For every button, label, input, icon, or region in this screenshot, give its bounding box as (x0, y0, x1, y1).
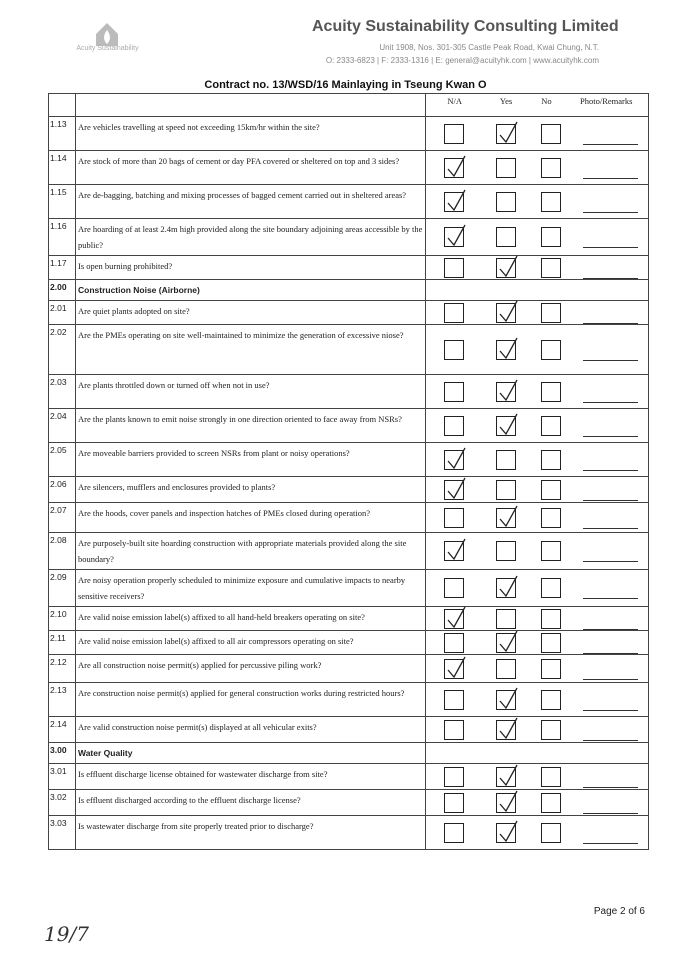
cell-na (426, 185, 484, 219)
na-checkbox[interactable] (444, 480, 464, 500)
tick-icon (445, 655, 467, 681)
no-checkbox[interactable] (541, 227, 561, 247)
tick-icon (445, 537, 467, 563)
cell-no (529, 409, 565, 443)
tick-icon (497, 412, 519, 438)
cell-no (529, 570, 565, 607)
item-number: 2.14 (49, 717, 76, 743)
signature: 19/7 (44, 922, 89, 946)
cell-no (529, 764, 565, 790)
tick-icon (497, 120, 519, 146)
yes-checkbox[interactable] (496, 382, 516, 402)
item-number: 2.09 (49, 570, 76, 607)
tick-icon (445, 154, 467, 180)
remarks-line[interactable] (583, 360, 639, 361)
question-header (76, 94, 426, 117)
tick-icon (497, 299, 519, 325)
yes-checkbox[interactable] (496, 508, 516, 528)
item-number: 3.02 (49, 790, 76, 816)
no-checkbox[interactable] (541, 382, 561, 402)
na-checkbox[interactable] (444, 720, 464, 740)
item-number: 1.15 (49, 185, 76, 219)
address-line: Unit 1908, Nos. 301-305 Castle Peak Road, Kwai Chung, N.T. (379, 43, 599, 52)
item-question: Is wastewater discharge from site properly treated prior to discharge? (76, 816, 426, 850)
tick-icon (445, 605, 467, 631)
remarks-cell (565, 683, 649, 717)
item-question: Are silencers, mufflers and enclosures provided to plants? (76, 477, 426, 503)
item-number: 2.00 (49, 280, 76, 301)
remarks-cell (565, 280, 649, 301)
remarks-cell (565, 607, 649, 631)
cell-yes (484, 443, 529, 477)
no-checkbox[interactable] (541, 633, 561, 653)
yes-checkbox[interactable] (496, 541, 516, 561)
cell-na (426, 743, 484, 764)
no-checkbox[interactable] (541, 767, 561, 787)
remarks-cell (565, 631, 649, 655)
na-checkbox[interactable] (444, 303, 464, 323)
cell-na (426, 409, 484, 443)
cell-no (529, 301, 565, 325)
remarks-cell (565, 375, 649, 409)
remarks-cell (565, 503, 649, 533)
item-number: 2.12 (49, 655, 76, 683)
table-row (49, 717, 649, 743)
na-header: N/A (426, 94, 484, 117)
yes-checkbox[interactable] (496, 823, 516, 843)
table-row (49, 256, 649, 280)
cell-yes (484, 631, 529, 655)
yes-checkbox[interactable] (496, 340, 516, 360)
item-question: Are valid noise emission label(s) affixed to all air compressors operating on site? (76, 631, 426, 655)
na-checkbox[interactable] (444, 416, 464, 436)
na-checkbox[interactable] (444, 124, 464, 144)
cell-yes (484, 503, 529, 533)
na-checkbox[interactable] (444, 541, 464, 561)
cell-na (426, 117, 484, 151)
yes-checkbox[interactable] (496, 450, 516, 470)
cell-na (426, 325, 484, 375)
remarks-header: Photo/Remarks (565, 94, 649, 117)
item-question: Are all construction noise permit(s) applied for percussive piling work? (76, 655, 426, 683)
remarks-line[interactable] (583, 470, 639, 471)
no-checkbox[interactable] (541, 258, 561, 278)
na-checkbox[interactable] (444, 609, 464, 629)
remarks-line[interactable] (583, 500, 639, 501)
yes-checkbox[interactable] (496, 192, 516, 212)
remarks-line[interactable] (583, 629, 639, 630)
remarks-cell (565, 256, 649, 280)
tick-icon (497, 336, 519, 362)
no-checkbox[interactable] (541, 340, 561, 360)
cell-yes (484, 280, 529, 301)
na-checkbox[interactable] (444, 633, 464, 653)
remarks-cell (565, 219, 649, 256)
cell-no (529, 816, 565, 850)
table-row (49, 790, 649, 816)
cell-na (426, 503, 484, 533)
tick-icon (497, 629, 519, 655)
cell-no (529, 655, 565, 683)
cell-no (529, 151, 565, 185)
cell-no (529, 477, 565, 503)
remarks-cell (565, 816, 649, 850)
remarks-line[interactable] (583, 710, 639, 711)
item-number: 2.04 (49, 409, 76, 443)
item-number: 2.01 (49, 301, 76, 325)
remarks-line[interactable] (583, 740, 639, 741)
cell-yes (484, 683, 529, 717)
tick-icon (497, 763, 519, 789)
remarks-cell (565, 743, 649, 764)
yes-checkbox[interactable] (496, 633, 516, 653)
na-checkbox[interactable] (444, 508, 464, 528)
no-checkbox[interactable] (541, 450, 561, 470)
item-number: 3.01 (49, 764, 76, 790)
cell-na (426, 477, 484, 503)
remarks-line[interactable] (583, 212, 639, 213)
remarks-line[interactable] (583, 247, 639, 248)
remarks-cell (565, 325, 649, 375)
cell-yes (484, 655, 529, 683)
cell-na (426, 280, 484, 301)
item-number: 2.05 (49, 443, 76, 477)
cell-no (529, 790, 565, 816)
no-checkbox[interactable] (541, 508, 561, 528)
na-checkbox[interactable] (444, 823, 464, 843)
item-question: Are stock of more than 20 bags of cement or day PFA covered or sheltered on top and 3 sides? (76, 151, 426, 185)
table-row (49, 683, 649, 717)
remarks-cell (565, 185, 649, 219)
na-checkbox[interactable] (444, 382, 464, 402)
cell-yes (484, 816, 529, 850)
cell-yes (484, 375, 529, 409)
table-row (49, 764, 649, 790)
cell-na (426, 655, 484, 683)
remarks-line[interactable] (583, 278, 639, 279)
tick-icon (497, 254, 519, 280)
item-question: Is open burning prohibited? (76, 256, 426, 280)
item-question: Are valid construction noise permit(s) displayed at all vehicular exits? (76, 717, 426, 743)
item-question: Are quiet plants adopted on site? (76, 301, 426, 325)
no-checkbox[interactable] (541, 303, 561, 323)
cell-no (529, 607, 565, 631)
item-question: Are noisy operation properly scheduled to minimize exposure and cumulative impacts to nearby sensitive receivers? (76, 570, 426, 607)
cell-no (529, 503, 565, 533)
no-checkbox[interactable] (541, 541, 561, 561)
item-question: Are de-bagging, batching and mixing processes of bagged cement carried out in sheltered areas? (76, 185, 426, 219)
yes-checkbox[interactable] (496, 227, 516, 247)
item-question: Are the hoods, cover panels and inspection hatches of PMEs closed during operation? (76, 503, 426, 533)
remarks-line[interactable] (583, 843, 639, 844)
header-row (49, 94, 649, 117)
no-header: No (529, 94, 565, 117)
table-row (49, 443, 649, 477)
remarks-cell (565, 790, 649, 816)
num-header (49, 94, 76, 117)
item-number: 2.02 (49, 325, 76, 375)
table-row (49, 185, 649, 219)
yes-checkbox[interactable] (496, 578, 516, 598)
cell-yes (484, 533, 529, 570)
contact-line: O: 2333-6823 | F: 2333-1316 | E: general@acuityhk.com | www.acuityhk.com (325, 56, 599, 65)
cell-yes (484, 185, 529, 219)
tick-icon (497, 504, 519, 530)
remarks-line[interactable] (583, 402, 639, 403)
na-checkbox[interactable] (444, 767, 464, 787)
no-checkbox[interactable] (541, 158, 561, 178)
item-question: Are the plants known to emit noise strongly in one direction oriented to face away from NSRs? (76, 409, 426, 443)
cell-na (426, 151, 484, 185)
remarks-line[interactable] (583, 598, 639, 599)
item-number: 2.11 (49, 631, 76, 655)
remarks-line[interactable] (583, 178, 639, 179)
cell-na (426, 607, 484, 631)
cell-yes (484, 743, 529, 764)
no-checkbox[interactable] (541, 124, 561, 144)
table-row (49, 655, 649, 683)
tick-icon (445, 223, 467, 249)
na-checkbox[interactable] (444, 793, 464, 813)
cell-na (426, 219, 484, 256)
item-question: Are moveable barriers provided to screen NSRs from plant or noisy operations? (76, 443, 426, 477)
item-number: 2.08 (49, 533, 76, 570)
no-checkbox[interactable] (541, 578, 561, 598)
tick-icon (497, 716, 519, 742)
cell-na (426, 790, 484, 816)
cell-no (529, 280, 565, 301)
cell-yes (484, 790, 529, 816)
item-question: Water Quality (76, 743, 426, 764)
cell-yes (484, 117, 529, 151)
cell-no (529, 375, 565, 409)
item-question: Is effluent discharge license obtained for wastewater discharge from site? (76, 764, 426, 790)
cell-no (529, 533, 565, 570)
remarks-cell (565, 117, 649, 151)
item-number: 2.13 (49, 683, 76, 717)
tick-icon (497, 819, 519, 845)
remarks-line[interactable] (583, 436, 639, 437)
cell-no (529, 117, 565, 151)
na-checkbox[interactable] (444, 227, 464, 247)
cell-no (529, 683, 565, 717)
remarks-cell (565, 409, 649, 443)
table-row (49, 280, 649, 301)
cell-na (426, 256, 484, 280)
tick-icon (445, 188, 467, 214)
cell-no (529, 185, 565, 219)
no-checkbox[interactable] (541, 823, 561, 843)
remarks-cell (565, 717, 649, 743)
item-number: 1.16 (49, 219, 76, 256)
remarks-line[interactable] (583, 787, 639, 788)
cell-yes (484, 607, 529, 631)
cell-na (426, 717, 484, 743)
checklist-table (48, 93, 649, 850)
remarks-line[interactable] (583, 653, 639, 654)
cell-yes (484, 301, 529, 325)
remarks-line[interactable] (583, 679, 639, 680)
cell-na (426, 570, 484, 607)
yes-checkbox[interactable] (496, 416, 516, 436)
table-row (49, 570, 649, 607)
page-number: Page 2 of 6 (593, 906, 645, 917)
na-checkbox[interactable] (444, 578, 464, 598)
yes-checkbox[interactable] (496, 767, 516, 787)
cell-yes (484, 570, 529, 607)
na-checkbox[interactable] (444, 659, 464, 679)
table-row (49, 375, 649, 409)
no-checkbox[interactable] (541, 793, 561, 813)
yes-checkbox[interactable] (496, 480, 516, 500)
item-question: Are hoarding of at least 2.4m high provided along the site boundary adjoining areas accessible by the public? (76, 219, 426, 256)
cell-no (529, 443, 565, 477)
cell-na (426, 301, 484, 325)
item-number: 2.10 (49, 607, 76, 631)
cell-no (529, 256, 565, 280)
remarks-cell (565, 764, 649, 790)
remarks-line[interactable] (583, 561, 639, 562)
table-row (49, 503, 649, 533)
cell-na (426, 443, 484, 477)
table-row (49, 117, 649, 151)
remarks-cell (565, 477, 649, 503)
table-row (49, 151, 649, 185)
cell-yes (484, 256, 529, 280)
cell-na (426, 631, 484, 655)
yes-checkbox[interactable] (496, 124, 516, 144)
tick-icon (497, 378, 519, 404)
tick-icon (445, 476, 467, 502)
cell-na (426, 816, 484, 850)
no-checkbox[interactable] (541, 416, 561, 436)
item-number: 3.03 (49, 816, 76, 850)
cell-yes (484, 151, 529, 185)
remarks-line[interactable] (583, 144, 639, 145)
table-row (49, 477, 649, 503)
tick-icon (497, 574, 519, 600)
cell-yes (484, 477, 529, 503)
no-checkbox[interactable] (541, 720, 561, 740)
table-row (49, 816, 649, 850)
remarks-line[interactable] (583, 528, 639, 529)
yes-checkbox[interactable] (496, 609, 516, 629)
tick-icon (497, 686, 519, 712)
item-number: 1.17 (49, 256, 76, 280)
yes-checkbox[interactable] (496, 258, 516, 278)
item-question: Are plants throttled down or turned off when not in use? (76, 375, 426, 409)
no-checkbox[interactable] (541, 659, 561, 679)
no-checkbox[interactable] (541, 690, 561, 710)
table-row (49, 219, 649, 256)
item-number: 2.06 (49, 477, 76, 503)
remarks-cell (565, 151, 649, 185)
table-row (49, 409, 649, 443)
na-checkbox[interactable] (444, 690, 464, 710)
yes-checkbox[interactable] (496, 720, 516, 740)
item-question: Are vehicles travelling at speed not exceeding 15km/hr within the site? (76, 117, 426, 151)
table-row (49, 325, 649, 375)
remarks-cell (565, 655, 649, 683)
item-question: Are purposely-built site hoarding construction with appropriate materials provided along the site boundary? (76, 533, 426, 570)
item-question: Are valid noise emission label(s) affixed to all hand-held breakers operating on site? (76, 607, 426, 631)
remarks-cell (565, 443, 649, 477)
no-checkbox[interactable] (541, 609, 561, 629)
item-number: 2.03 (49, 375, 76, 409)
table-row (49, 743, 649, 764)
remarks-cell (565, 570, 649, 607)
remarks-line[interactable] (583, 323, 639, 324)
table-row (49, 533, 649, 570)
cell-no (529, 325, 565, 375)
cell-yes (484, 325, 529, 375)
cell-no (529, 743, 565, 764)
cell-yes (484, 219, 529, 256)
no-checkbox[interactable] (541, 192, 561, 212)
table-row (49, 607, 649, 631)
item-question: Are construction noise permit(s) applied for general construction works during restricted hours? (76, 683, 426, 717)
cell-no (529, 717, 565, 743)
table-row (49, 631, 649, 655)
cell-yes (484, 717, 529, 743)
company-logo (72, 12, 142, 68)
item-number: 2.07 (49, 503, 76, 533)
tick-icon (445, 446, 467, 472)
cell-yes (484, 764, 529, 790)
yes-checkbox[interactable] (496, 158, 516, 178)
company-address (326, 41, 599, 67)
cell-na (426, 683, 484, 717)
na-checkbox[interactable] (444, 258, 464, 278)
table-row (49, 301, 649, 325)
item-number: 3.00 (49, 743, 76, 764)
item-number: 1.13 (49, 117, 76, 151)
yes-checkbox[interactable] (496, 690, 516, 710)
cell-na (426, 764, 484, 790)
contract-title: Contract no. 13/WSD/16 Mainlaying in Tseung Kwan O (204, 79, 487, 91)
remarks-cell (565, 533, 649, 570)
item-question: Construction Noise (Airborne) (76, 280, 426, 301)
cell-no (529, 631, 565, 655)
yes-header: Yes (484, 94, 529, 117)
na-checkbox[interactable] (444, 340, 464, 360)
logo-text: Acuity Sustainability (76, 45, 139, 52)
no-checkbox[interactable] (541, 480, 561, 500)
yes-checkbox[interactable] (496, 793, 516, 813)
na-checkbox[interactable] (444, 192, 464, 212)
cell-na (426, 375, 484, 409)
remarks-line[interactable] (583, 813, 639, 814)
na-checkbox[interactable] (444, 450, 464, 470)
yes-checkbox[interactable] (496, 659, 516, 679)
yes-checkbox[interactable] (496, 303, 516, 323)
na-checkbox[interactable] (444, 158, 464, 178)
tick-icon (497, 789, 519, 815)
cell-yes (484, 409, 529, 443)
cell-no (529, 219, 565, 256)
remarks-cell (565, 301, 649, 325)
company-name: Acuity Sustainability Consulting Limited (312, 18, 619, 35)
item-number: 1.14 (49, 151, 76, 185)
cell-na (426, 533, 484, 570)
item-question: Are the PMEs operating on site well-maintained to minimize the generation of excessive niose? (76, 325, 426, 375)
item-question: Is effluent discharged according to the effluent discharge license? (76, 790, 426, 816)
